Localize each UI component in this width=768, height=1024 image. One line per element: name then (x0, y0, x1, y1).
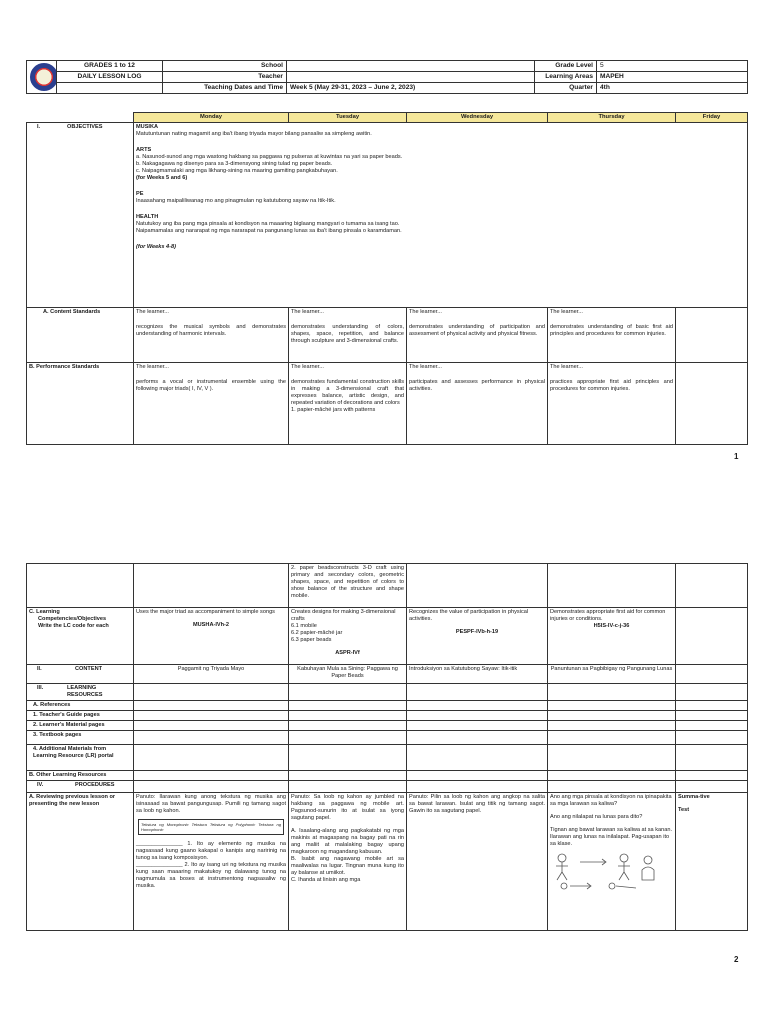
health-heading: HEALTH (136, 214, 159, 220)
ps-wednesday-learner: The learner... (409, 364, 442, 370)
competency-monday-code: MUSHA-IVh-2 (192, 622, 230, 628)
cs-tuesday (289, 308, 407, 363)
learners-material-label: 2. Learner's Material pages (27, 721, 134, 731)
objectives-table (26, 112, 748, 445)
ps-tuesday (289, 363, 407, 445)
arts-objective-b: b. Nakagagawa ng disenyo para sa 3-dimensyong sining tulad ng paper beads. (136, 161, 333, 167)
pe-objective: Inaasahang maipaliliwanag mo ang pinagmulan ng katutubong sayaw na Itik-Itik. (136, 198, 336, 204)
performance-standards-label: B. Performance Standards (27, 363, 134, 445)
deped-seal-icon (30, 63, 57, 91)
review-tuesday-step-b: B. Isabit ang nagawang mobile art sa maaliwalas na lugar. Tingnan muna kung ito ay balanse at umiikot. (291, 856, 404, 876)
review-friday (676, 793, 748, 931)
ps-tuesday-learner: The learner... (291, 364, 324, 370)
competency-thursday (548, 608, 676, 665)
competency-tuesday-item-2: 6.2 papier-mâché jar (291, 630, 343, 636)
header-table (26, 60, 748, 94)
content-label: CONTENT (75, 666, 103, 672)
competency-wednesday-text: Recognizes the value of participation in physical activities. (409, 609, 529, 622)
page-number-1: 1 (734, 452, 739, 461)
learning-areas-label: Learning Areas (535, 72, 597, 83)
review-thursday-instruction: Tignan ang bawat larawan sa kaliwa at sa kanan. Ilarawan ang lunas na inilalapat. Pag-usapan ito sa klase. (550, 827, 672, 847)
competency-tuesday-item-3: 6.3 paper beads (291, 637, 332, 643)
cs-thursday (548, 308, 676, 363)
procedures-table (26, 563, 748, 931)
competencies-label-1: C. Learning (29, 609, 60, 615)
textbook-label: 3. Textbook pages (27, 731, 134, 745)
review-monday-item-1: _______________ 1. Ito ay elemento ng musika na nagsasaad kung gaano kakapal o kanipis ang naririnig na tunog sa isang komposisyon. (136, 841, 286, 861)
day-wednesday: Wednesday (407, 113, 548, 123)
day-thursday: Thursday (548, 113, 676, 123)
cs-monday-text: recognizes the musical symbols and demonstrates understanding of harmonic intervals. (136, 324, 286, 337)
learning-areas-value: MAPEH (597, 72, 748, 83)
review-thursday-question-2: Ano ang nilalapat na lunas para dito? (550, 814, 643, 820)
pe-heading: PE (136, 191, 144, 197)
competency-tuesday (289, 608, 407, 665)
school-value (287, 61, 535, 72)
competency-monday (134, 608, 289, 665)
dll-title: DAILY LESSON LOG (57, 72, 163, 83)
grade-level-value: 5 (597, 61, 748, 72)
teacher-value (287, 72, 535, 83)
ps-tuesday-item: 1. papier-mâché jars with patterns (291, 407, 376, 413)
page1-main (26, 112, 748, 445)
cs-monday (134, 308, 289, 363)
content-number: II. (37, 666, 42, 672)
content-label-cell (27, 665, 134, 684)
content-thursday: Panuntunan sa Pagbibigay ng Pangunang Lunas (548, 665, 676, 684)
day-friday: Friday (676, 113, 748, 123)
health-objective-2: Naipamamalas ang nararapat ng mga nararapat na pangunang lunas sa iba't ibang pinsala o karamdaman. (136, 228, 402, 234)
texture-choices-box: Tekstura ng Monophonic Tekstura Tekstura ng Polyphonic Tekstura ng Homophonic (138, 819, 284, 835)
ps-wednesday-text: participates and assesses performance in physical activities. (409, 379, 545, 392)
first-aid-illustrations (550, 850, 673, 894)
objectives-body (134, 123, 676, 308)
day-monday: Monday (134, 113, 289, 123)
health-objective-1: Natutukoy ang iba pang mga pinsala at kondisyon na maaaring biglaang mangyari o tumama sa isang tao. (136, 221, 400, 227)
ps-tuesday-continued: 2. paper beadsconstructs 3-D craft using primary and secondary colors, geometric shapes, space, and repetition of colors to show balance of the structure and shape mobile. (289, 564, 407, 608)
grade-title: GRADES 1 to 12 (57, 61, 163, 72)
objectives-label: OBJECTIVES (67, 124, 103, 130)
learning-resources-number: III. (37, 685, 44, 691)
review-friday-summative: Summa-tive (678, 794, 710, 800)
objectives-label-cell (27, 123, 134, 308)
objectives-number: I. (37, 124, 41, 130)
first-aid-sketch-icon (550, 850, 668, 894)
review-monday-instruction: Panuto: Ilarawan kung anong tekstura ng musika ang isinasaad sa bawat pangungusap. Pumili ng tamang sagot sa loob ng kahon. (136, 794, 286, 814)
ps-thursday-learner: The learner... (550, 364, 583, 370)
review-monday (134, 793, 289, 931)
additional-materials-label: 4. Additional Materials from Learning Resource (LR) portal (27, 745, 134, 771)
ps-monday (134, 363, 289, 445)
ps-friday (676, 363, 748, 445)
health-weeks-note: (for Weeks 4-8) (136, 244, 176, 250)
cs-tuesday-learner: The learner... (291, 309, 324, 315)
competencies-label (27, 608, 134, 665)
arts-weeks-note: (for Weeks 5 and 6) (136, 175, 188, 181)
content-monday: Paggamit ng Triyada Mayo (134, 665, 289, 684)
musika-objective: Matutuntunan nating magamit ang iba't ibang triyada mayor bilang pansaliw sa simpleng awitin. (136, 131, 372, 137)
quarter-value: 4th (597, 83, 748, 94)
cs-thursday-learner: The learner... (550, 309, 583, 315)
review-tuesday-step-a: A. Isaalang-alang ang pagkakatabi ng mga makinis at magaspang na bagay pati na rin ang maliit at malalaking bagay upang magkaroon ng magandang kabuuan. (291, 828, 404, 855)
quarter-label: Quarter (535, 83, 597, 94)
dates-label: Teaching Dates and Time (163, 83, 287, 94)
review-thursday-question-1: Ano ang mga pinsala at kondisyon na ipinapakita sa mga larawan sa kaliwa? (550, 794, 672, 807)
header-block (26, 60, 748, 94)
ps-thursday-text: practices appropriate first aid principles and procedures for common injuries. (550, 379, 673, 392)
competency-tuesday-item-1: 6.1 mobile (291, 623, 317, 629)
review-tuesday-step-c: C. Ihanda at linisin ang mga (291, 877, 361, 883)
competency-monday-text: Uses the major triad as accompaniment to simple songs (136, 609, 275, 615)
competencies-label-3: Write the LC code for each (38, 623, 109, 629)
procedures-label-cell (27, 781, 134, 793)
review-tuesday-instruction: Panuto: Sa loob ng kahon ay jumbled na hakbang sa paggawa ng mobile art. Pagsunod-sunurin ito at isulat sa iyong sagutang papel. (291, 794, 404, 821)
arts-heading: ARTS (136, 147, 152, 153)
ps-wednesday (407, 363, 548, 445)
dates-value: Week 5 (May 29-31, 2023 – June 2, 2023) (287, 83, 535, 94)
learning-resources-cell (27, 684, 134, 701)
review-thursday (548, 793, 676, 931)
competency-tuesday-text: Creates designs for making 3-dimensional crafts (291, 609, 396, 622)
review-label: A. Reviewing previous lesson or presenting the new lesson (27, 793, 134, 931)
review-tuesday (289, 793, 407, 931)
page2-main (26, 563, 748, 931)
day-tuesday: Tuesday (289, 113, 407, 123)
arts-objective-a: a. Nasunod-sunod ang mga wastong hakbang sa paggawa ng pulseras at kuwintas na yari sa paper beads. (136, 154, 403, 160)
teacher-label: Teacher (163, 72, 287, 83)
cs-wednesday (407, 308, 548, 363)
ps-monday-text: performs a vocal or instrumental ensemble using the following major triads( I, IV, V ). (136, 379, 286, 392)
ps-thursday (548, 363, 676, 445)
procedures-number: IV. (37, 782, 44, 788)
cs-friday (676, 308, 748, 363)
school-label: School (163, 61, 287, 72)
ps-monday-learner: The learner... (136, 364, 169, 370)
grade-level-label: Grade Level (535, 61, 597, 72)
content-tuesday: Kabuhayan Mula sa Sining: Paggawa ng Paper Beads (289, 665, 407, 684)
cs-thursday-text: demonstrates understanding of basic first aid principles and procedures for common injuries. (550, 324, 673, 337)
ps-tuesday-text: demonstrates fundamental construction skills in making a 3-dimensional craft that expresses balance, artistic design, and repeated variation of decorations and colors (291, 379, 404, 406)
musika-heading: MUSIKA (136, 124, 159, 130)
review-wednesday: Panuto: Pilin sa loob ng kahon ang angkop na salita sa bawat larawan. Isulat ang titik ng tamang sagot. Gawin ito sa sagutang papel. (407, 793, 548, 931)
cs-wednesday-learner: The learner... (409, 309, 442, 315)
competency-thursday-text: Demonstrates appropriate first aid for common injuries or conditions. (550, 609, 666, 622)
competency-wednesday-code: PESPF-IVb-h-19 (455, 629, 499, 635)
cs-wednesday-text: demonstrates understanding of participation and assessment of physical activity and physical fitness. (409, 324, 545, 337)
other-resources-label: B. Other Learning Resources (27, 771, 134, 781)
content-wednesday: Introduksiyon sa Katutubong Sayaw: Itik-itik (407, 665, 548, 684)
cs-tuesday-text: demonstrates understanding of colors, shapes, space, repetition, and balance through sculpture and 3-dimensional crafts. (291, 324, 404, 344)
page-number-2: 2 (734, 955, 739, 964)
arts-objective-c: c. Naipagmamalaki ang mga likhang-sining na maaring gamiting pangkabuhayan. (136, 168, 338, 174)
teachers-guide-label: 1. Teacher's Guide pages (27, 711, 134, 721)
references-label: A. References (27, 701, 134, 711)
learning-resources-label: LEARNING RESOURCES (67, 685, 103, 698)
content-standards-label: A. Content Standards (27, 308, 134, 363)
competency-thursday-code: H5IS-IV-c-j-36 (593, 623, 630, 629)
competencies-label-2: Competencies/Objectives (38, 616, 107, 622)
review-monday-item-2: _______________ 2. Ito ay isang uri ng tekstura ng musika kung saan maaaring makatukoy ng dalawang tunog na nagmumula sa boses at instrumentong nagsasaliw ng musika. (136, 862, 286, 889)
competency-wednesday (407, 608, 548, 665)
deped-seal-cell (27, 61, 57, 94)
procedures-label: PROCEDURES (75, 782, 115, 788)
competency-tuesday-code: ASPR-IVf (335, 650, 360, 656)
cs-monday-learner: The learner... (136, 309, 169, 315)
review-friday-test: Test (678, 807, 690, 813)
